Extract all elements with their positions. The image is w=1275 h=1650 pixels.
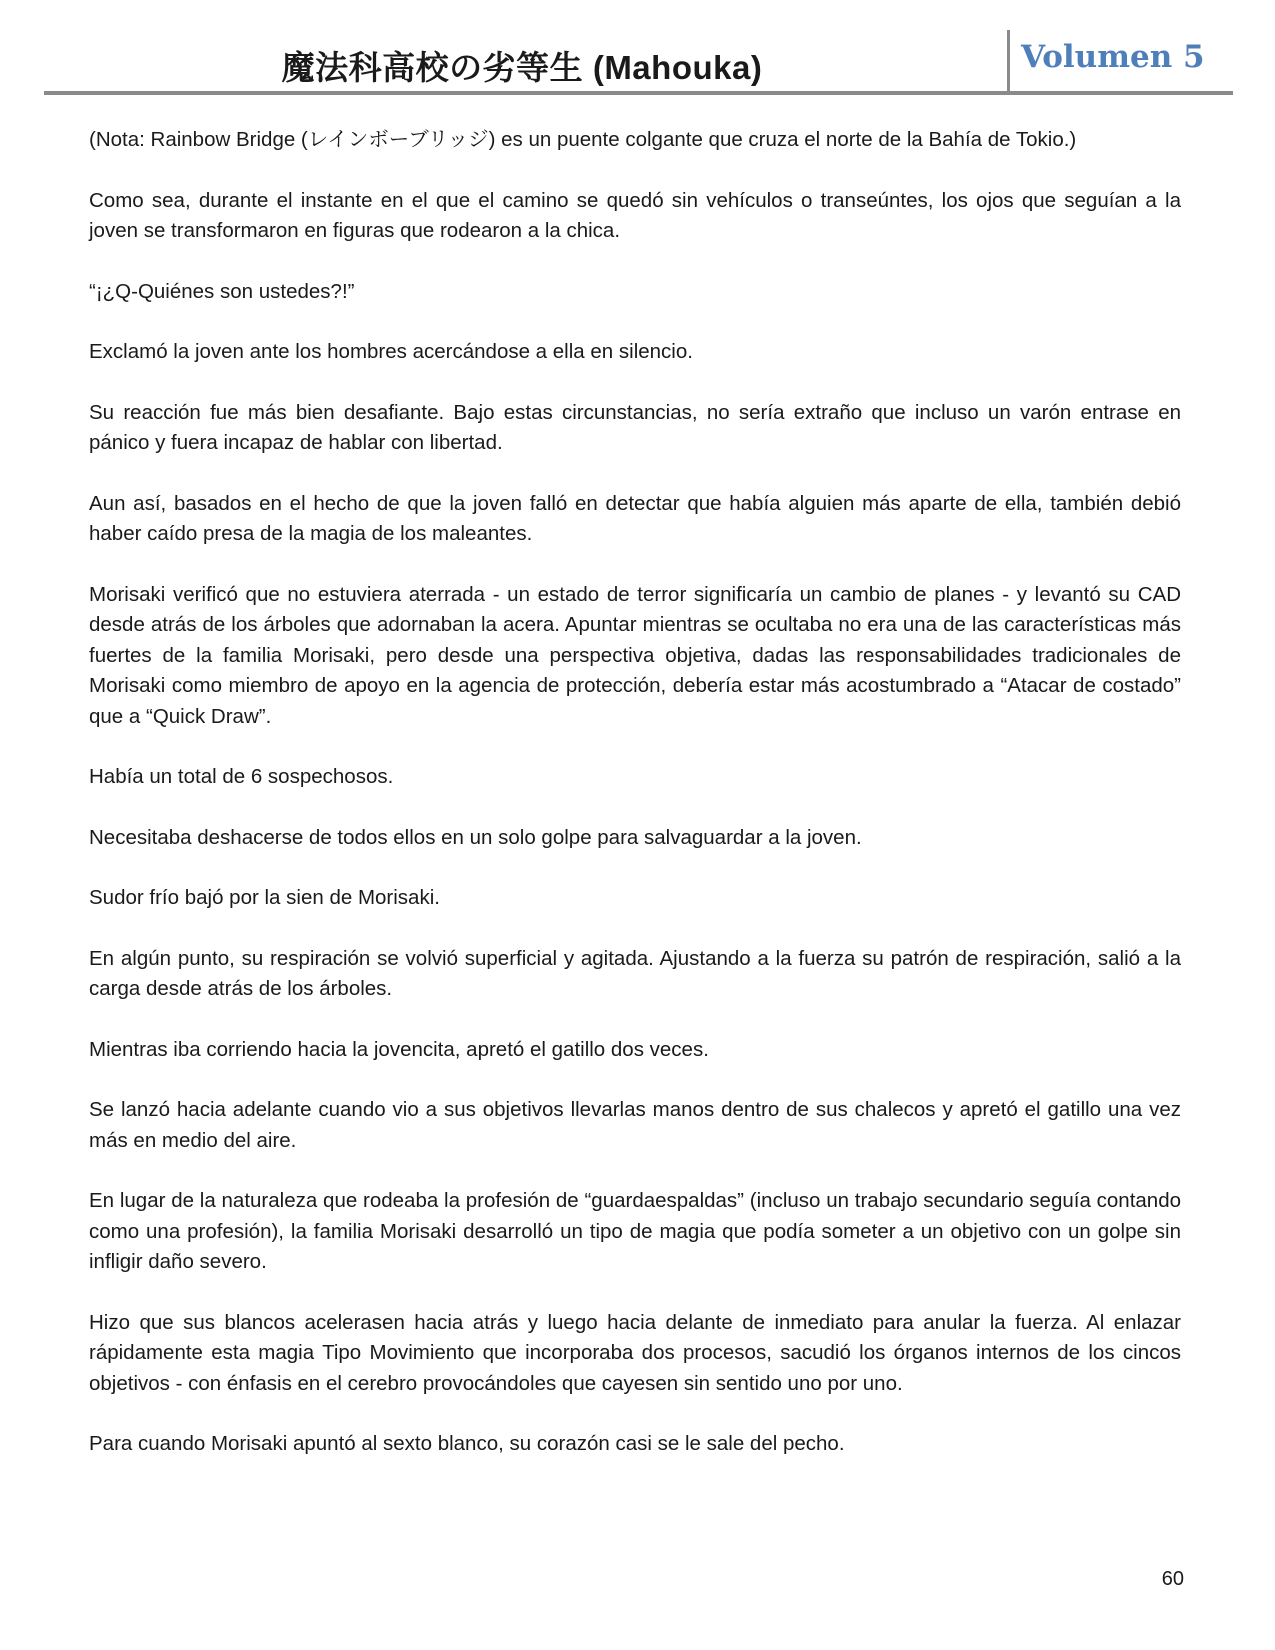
paragraph: En algún punto, su respiración se volvió superficial y agitada. Ajustando a la fuerza su patrón de respiración, salió a la carga desde atrás de los árboles.	[89, 946, 1181, 1000]
paragraph: Hizo que sus blancos acelerasen hacia atrás y luego hacia delante de inmediato para anular la fuerza. Al enlazar rápidamente esta magia Tipo Movimiento que incorporaba dos procesos, sacudió los órganos internos de los cincos objetivos - con énfasis en el cerebro provocándoles que cayesen sin sentido uno por uno.	[89, 1310, 1181, 1395]
book-title: 魔法科高校の劣等生 (Mahouka)	[281, 49, 763, 86]
paragraph-note: (Nota: Rainbow Bridge (レインボーブリッジ) es un puente colgante que cruza el norte de la Bahía de Tokio.)	[89, 128, 1077, 151]
paragraph: Había un total de 6 sospechosos.	[89, 765, 394, 788]
paragraph: Su reacción fue más bien desafiante. Bajo estas circunstancias, no sería extraño que incluso un varón entrase en pánico y fuera incapaz de hablar con libertad.	[89, 400, 1181, 454]
paragraph: Necesitaba deshacerse de todos ellos en un solo golpe para salvaguardar a la joven.	[89, 825, 862, 849]
paragraph: Morisaki verificó que no estuviera aterrada - un estado de terror significaría un cambio de planes - y levantó su CAD desde atrás de los árboles que adornaban la acera. Apuntar mientras se ocultaba no era una de las características más fuertes de la familia Morisaki, pero desde una perspectiva objetiva, dadas las responsabilidades tradicionales de Morisaki como miembro de apoyo en la agencia de protección, debería estar más acostumbrado a “Atacar de costado” que a “Quick Draw”.	[89, 582, 1181, 728]
header-vertical-divider	[1007, 30, 1010, 92]
paragraph: Como sea, durante el instante en el que el camino se quedó sin vehículos o transeúntes, los ojos que seguían a la joven se transformaron en figuras que rodearon a la chica.	[89, 188, 1181, 242]
page-header	[44, 28, 1233, 94]
paragraph: En lugar de la naturaleza que rodeaba la profesión de “guardaespaldas” (incluso un trabajo secundario seguía contando como una profesión), la familia Morisaki desarrolló un tipo de magia que podía someter a un objetivo con un golpe sin infligir daño severo.	[89, 1189, 1181, 1273]
paragraph: Mientras iba corriendo hacia la jovencita, apretó el gatillo dos veces.	[89, 1037, 709, 1061]
paragraph: Se lanzó hacia adelante cuando vio a sus objetivos llevarlas manos dentro de sus chalecos y apretó el gatillo una vez más en medio del aire.	[89, 1098, 1181, 1152]
paragraph: Aun así, basados en el hecho de que la joven falló en detectar que había alguien más aparte de ella, también debió haber caído presa de la magia de los maleantes.	[89, 491, 1181, 545]
page-number: 60	[1161, 1568, 1184, 1590]
paragraph: Para cuando Morisaki apuntó al sexto blanco, su corazón casi se le sale del pecho.	[89, 1432, 845, 1455]
page-body	[89, 125, 1181, 1490]
paragraph: Sudor frío bajó por la sien de Morisaki.	[89, 886, 440, 909]
header-rule	[44, 91, 1233, 95]
paragraph-dialogue: “¡¿Q-Quiénes son ustedes?!”	[89, 279, 355, 303]
volume-label: Volumen 5	[1021, 39, 1205, 75]
paragraph: Exclamó la joven ante los hombres acercándose a ella en silencio.	[89, 340, 693, 363]
